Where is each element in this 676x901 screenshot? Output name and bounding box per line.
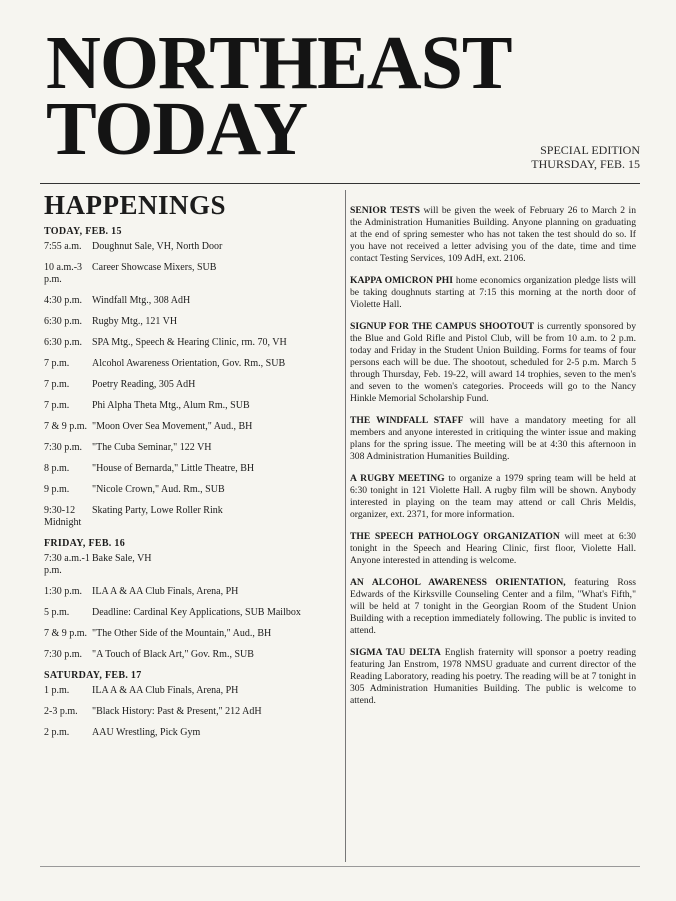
event-description: "The Other Side of the Mountain," Aud., BH [92, 628, 272, 639]
event-description: "Moon Over Sea Movement," Aud., BH [92, 421, 253, 432]
event-row [44, 463, 342, 475]
event-row [44, 241, 342, 253]
column-divider [345, 190, 346, 862]
notices-column [350, 205, 636, 865]
event-time: 6:30 p.m. [44, 316, 83, 327]
event-time: 7:30 a.m.-1 p.m. [44, 553, 90, 576]
event-description: "Nicole Crown," Aud. Rm., SUB [92, 484, 225, 495]
event-description: Alcohol Awareness Orientation, Gov. Rm., SUB [92, 358, 286, 369]
notice-body: English fraternity will sponsor a poetry reading featuring Jan Enstrom, 1978 NMSU graduate and current director of the Reading Laboratory, reading his poetry. The reading will be at 7 tonight in 305 Administration Humanities Building. The public is welcome to attend. [350, 647, 636, 706]
edition-date: THURSDAY, FEB. 15 [531, 157, 640, 171]
event-description: "The Cuba Seminar," 122 VH [92, 442, 212, 453]
event-row [44, 586, 342, 598]
notice-body: will meet at 6:30 tonight in the Speech and Hearing Clinic, first floor, Violette Hall. Anyone interested in attending is welcome. [350, 531, 636, 566]
event-row [44, 337, 342, 349]
notice-lead: A RUGBY MEETING [350, 473, 445, 484]
event-description: SPA Mtg., Speech & Hearing Clinic, rm. 70, VH [92, 337, 287, 348]
event-row [44, 727, 342, 739]
edition-info [480, 143, 640, 171]
notice-body: is currently sponsored by the Blue and Gold Rifle and Pistol Club, will be from 10 a.m. to 2 p.m. today and Friday in the Student Union Building. Forms for teams of four persons each will be due. The shootout, scheduled for 2-5 p.m. March 5 through Thursday, Feb. 19-22, will award 14 trophies, seven to the men's and seven to the women's categories. Proceeds will go to the Nancy Hinkle Memorial Scholarship Fund. [350, 321, 636, 404]
notice-item [350, 647, 636, 707]
masthead-line-1: NORTHEAST [46, 21, 512, 105]
notice-item [350, 205, 636, 265]
event-description: Rugby Mtg., 121 VH [92, 316, 178, 327]
event-description: Windfall Mtg., 308 AdH [92, 295, 191, 306]
notice-item [350, 415, 636, 463]
page-bottom-rule [40, 866, 640, 867]
event-description: Career Showcase Mixers, SUB [92, 262, 217, 273]
notice-lead: KAPPA OMICRON PHI [350, 275, 453, 286]
event-row [44, 358, 342, 370]
event-row [44, 649, 342, 661]
event-time: 7 p.m. [44, 358, 70, 369]
event-time: 7 p.m. [44, 400, 70, 411]
day-label: SATURDAY, FEB. 17 [44, 670, 142, 681]
notice-lead: SIGMA TAU DELTA [350, 647, 441, 658]
day-label: TODAY, FEB. 15 [44, 226, 122, 237]
event-row [44, 262, 342, 286]
notice-body: to organize a 1979 spring team will be held at 6:30 tonight in 121 Violette Hall. A rugby film will be shown. Anybody interested in playing on the team may attend or call Chris Meldis, organizer, ext. 2371, for more information. [350, 473, 636, 520]
event-row [44, 400, 342, 412]
notice-lead: THE WINDFALL STAFF [350, 415, 464, 426]
event-time: 4:30 p.m. [44, 295, 83, 306]
event-time: 10 a.m.-3 p.m. [44, 262, 83, 285]
event-time: 6:30 p.m. [44, 337, 83, 348]
notice-lead: AN ALCOHOL AWARENESS ORIENTATION, [350, 577, 566, 588]
event-description: Poetry Reading, 305 AdH [92, 379, 196, 390]
happenings-heading: HAPPENINGS [44, 190, 227, 220]
happenings-schedule [44, 226, 342, 739]
event-description: "A Touch of Black Art," Gov. Rm., SUB [92, 649, 254, 660]
day-label: FRIDAY, FEB. 16 [44, 538, 125, 549]
event-row [44, 484, 342, 496]
event-description: "House of Bernarda," Little Theatre, BH [92, 463, 255, 474]
event-description: AAU Wrestling, Pick Gym [92, 727, 201, 738]
event-time: 1 p.m. [44, 685, 70, 696]
event-row [44, 706, 342, 718]
event-row [44, 607, 342, 619]
event-row [44, 553, 342, 577]
event-time: 7:30 p.m. [44, 649, 83, 660]
masthead-rule [40, 183, 640, 184]
notice-item [350, 275, 636, 311]
event-row [44, 421, 342, 433]
notice-lead: THE SPEECH PATHOLOGY ORGANIZATION [350, 531, 560, 542]
event-time: 5 p.m. [44, 607, 70, 618]
event-row [44, 379, 342, 391]
notices-list [350, 205, 636, 707]
event-time: 7 p.m. [44, 379, 70, 390]
event-row [44, 295, 342, 307]
edition-label: SPECIAL EDITION [540, 143, 640, 157]
event-description: Deadline: Cardinal Key Applications, SUB Mailbox [92, 607, 301, 618]
event-time: 7:30 p.m. [44, 442, 83, 453]
event-time: 2-3 p.m. [44, 706, 78, 717]
event-description: Skating Party, Lowe Roller Rink [92, 505, 223, 516]
event-time: 2 p.m. [44, 727, 70, 738]
notice-body: will have a mandatory meeting for all members and anyone interested in critiquing the winter issue and making plans for the spring issue. The meeting will be at 4:30 this afternoon in 308 Administration Humanities Building. [350, 415, 636, 462]
notice-body: will be given the week of February 26 to March 2 in the Administration Humanities Building. Anyone planning on graduating at the end of spring semester who has not taken the test should do so. If you have not received a letter advising you of the date, time and time contact Testing Services, 109 AdH, ext. 2106. [350, 205, 636, 264]
notice-item [350, 321, 636, 405]
event-row [44, 628, 342, 640]
notice-item [350, 531, 636, 567]
event-time: 9 p.m. [44, 484, 70, 495]
event-row [44, 685, 342, 697]
event-description: Doughnut Sale, VH, North Door [92, 241, 223, 252]
event-row [44, 442, 342, 454]
event-row [44, 316, 342, 328]
event-time: 7 & 9 p.m. [44, 628, 88, 639]
event-description: Phi Alpha Theta Mtg., Alum Rm., SUB [92, 400, 250, 411]
event-description: Bake Sale, VH [92, 553, 152, 564]
masthead-line-2: TODAY [46, 87, 308, 171]
event-description: ILA A & AA Club Finals, Arena, PH [92, 586, 239, 597]
event-time: 1:30 p.m. [44, 586, 83, 597]
event-time: 7:55 a.m. [44, 241, 82, 252]
notice-lead: SIGNUP FOR THE CAMPUS SHOOTOUT [350, 321, 535, 332]
event-time: 8 p.m. [44, 463, 70, 474]
event-description: ILA A & AA Club Finals, Arena, PH [92, 685, 239, 696]
event-time: 7 & 9 p.m. [44, 421, 88, 432]
happenings-column [44, 186, 342, 861]
notice-body: featuring Ross Edwards of the Kirksville Counseling Center and a film, "What's Fifth," will be held at 7 tonight in the Georgian Room of the Student Union Building with a reception immediately following. The public is invited to attend. [350, 577, 636, 636]
notice-item [350, 577, 636, 637]
notice-item [350, 473, 636, 521]
event-description: "Black History: Past & Present," 212 AdH [92, 706, 262, 717]
notice-body: home economics organization pledge lists will be taking doughnuts starting at 7:15 this morning at the north door of Violette Hall. [350, 275, 636, 310]
event-row [44, 505, 342, 529]
notice-lead: SENIOR TESTS [350, 205, 420, 216]
event-time: 9:30-12 Midnight [44, 505, 82, 528]
